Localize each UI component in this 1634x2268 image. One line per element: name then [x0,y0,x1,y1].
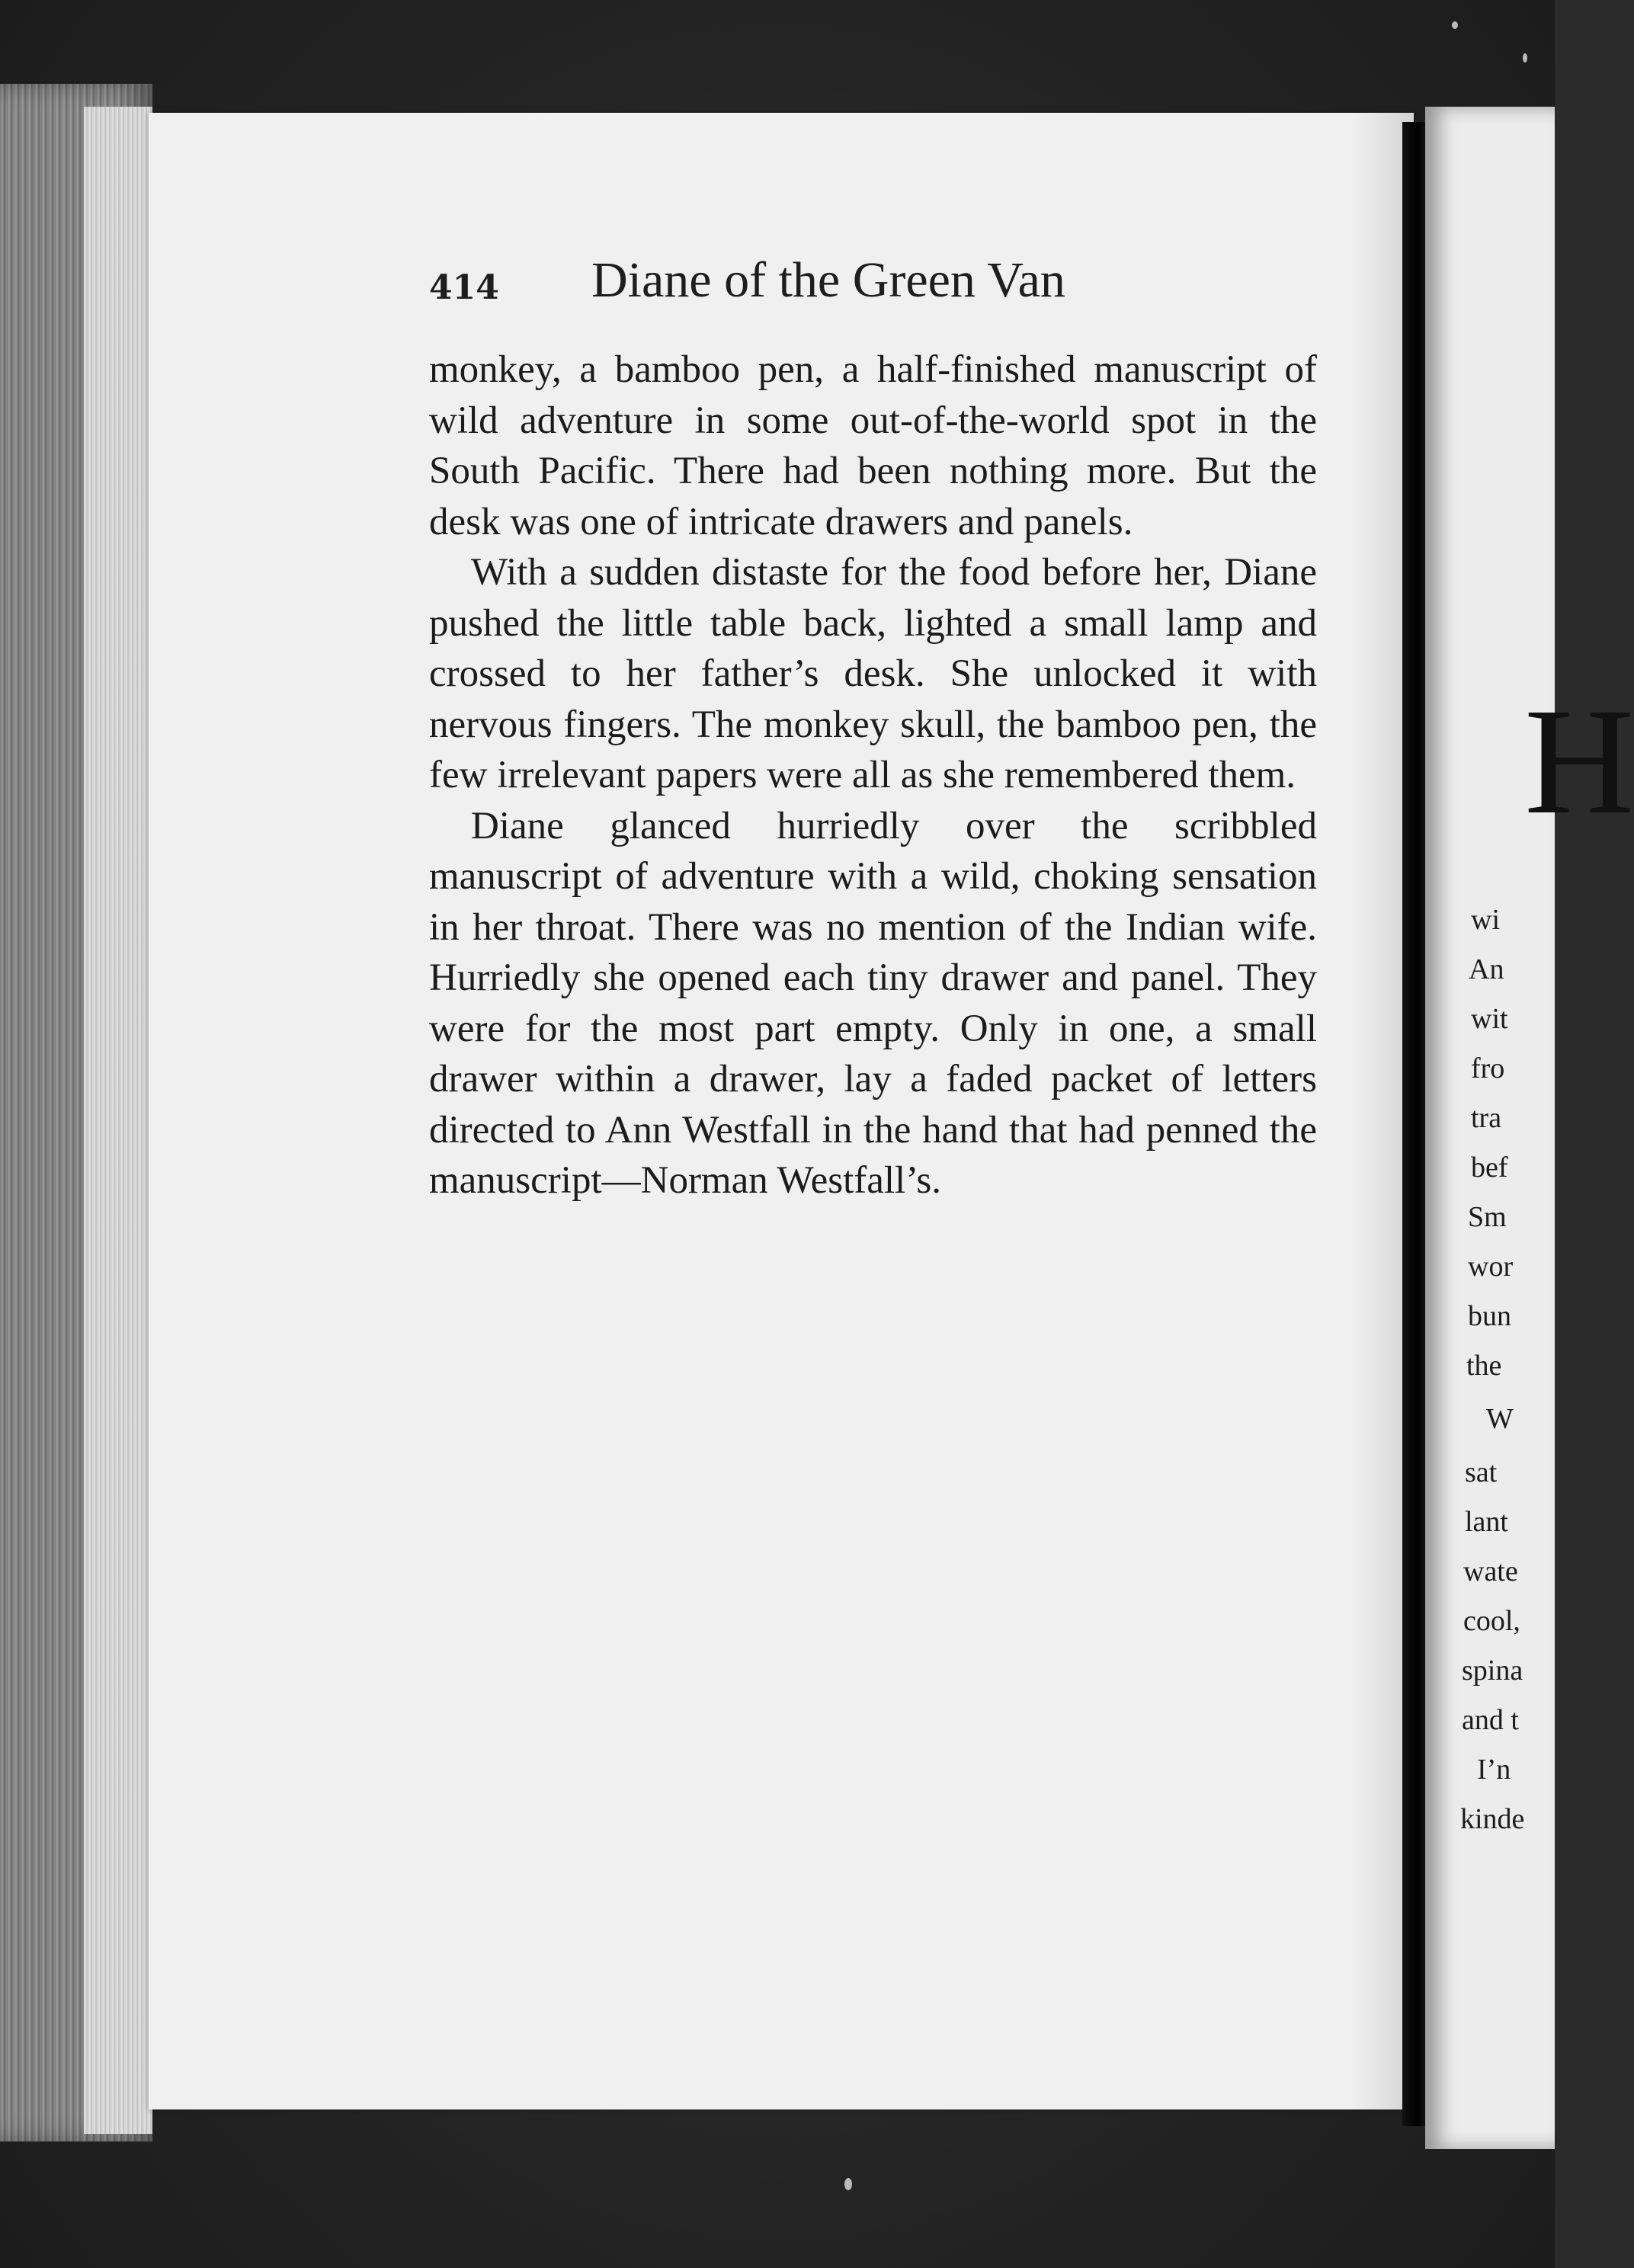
facing-line: bef [1471,1152,1508,1184]
paragraph-3: Diane glanced hurriedly over the scribbled manuscript of adventure with a wild, choking sensation in her throat. There was no mention of the Indian wife. Hurriedly she opened each tiny drawer and panel. They were for the most part empty. Only in one, a small drawer within a drawer, lay a faded packet of letters directed to Ann Westfall in the hand that had penned the manuscript—Norman Westfall’s. [429,804,1317,1202]
facing-line: wi [1471,904,1500,936]
facing-line: and t [1462,1704,1519,1736]
facing-line: An [1469,953,1504,985]
facing-page [1425,107,1634,2149]
facing-line: kinde [1460,1803,1525,1835]
facing-line: the [1466,1350,1502,1382]
facing-line: tra [1471,1102,1502,1134]
running-title: Diane of the Green Van [591,252,1065,308]
facing-line: sat [1465,1456,1498,1488]
facing-line: W [1486,1403,1514,1435]
facing-line: cool, [1463,1605,1520,1637]
dust-speck [1452,21,1458,29]
page-number: 414 [429,268,499,307]
facing-line: wate [1463,1555,1518,1587]
facing-line: I’n [1477,1754,1511,1786]
facing-line: Sm [1468,1201,1507,1233]
page-header [429,251,1328,320]
dust-speck [1523,53,1527,62]
paragraph-2: With a sudden distaste for the food before her, Diane pushed the little table back, lighted a small lamp and crossed to her father’s desk. She unlocked it with nervous fingers. The monkey skull, the bamboo pen, the few irrelevant papers were all as she remembered them. [429,551,1317,796]
dust-speck [844,2178,852,2190]
facing-line: wor [1468,1251,1514,1283]
facing-line: lant [1465,1506,1508,1538]
body-text [429,344,1317,1206]
facing-line: wit [1471,1003,1508,1035]
page-edge-stack [0,84,152,2141]
facing-line: bun [1468,1300,1511,1332]
paragraph-1: monkey, a bamboo pen, a half-finished manuscript of wild adventure in some out-of-the-world spot in the South Pacific. There had been nothing more. But the desk was one of intricate drawers and panels. [429,348,1317,543]
page-edge-highlight [84,107,152,2134]
facing-page-drop-cap: H [1524,678,1634,846]
facing-line: fro [1471,1052,1505,1084]
facing-line: spina [1462,1655,1523,1687]
